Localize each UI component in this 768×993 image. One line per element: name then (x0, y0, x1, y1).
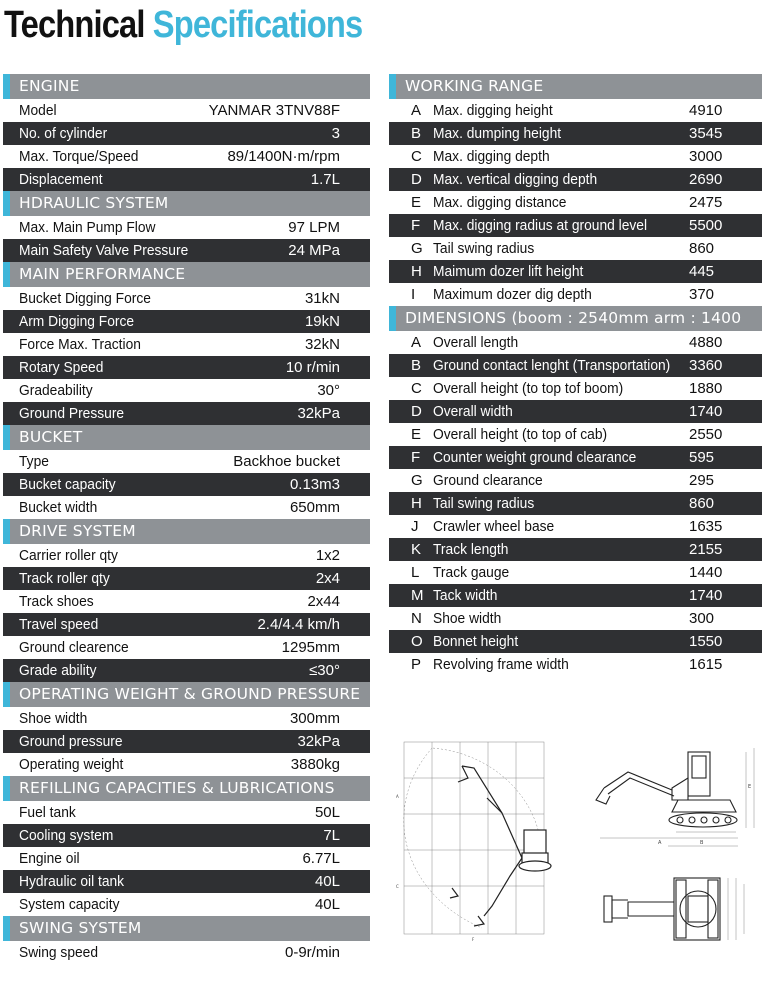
section-accent-bar (3, 916, 10, 941)
spec-value: 3545 (689, 125, 723, 142)
spec-value: 0-9r/min (284, 944, 340, 961)
spec-label: Tail swing radius (433, 240, 535, 257)
spec-value: 1740 (689, 403, 723, 420)
spec-label: Max. digging distance (433, 194, 567, 211)
spec-letter: E (411, 426, 422, 443)
spec-row-max-digging-radius-at-ground-level (389, 214, 762, 237)
spec-letter: C (411, 148, 422, 165)
spec-row-bonnet-height (389, 630, 762, 653)
spec-label: Track length (433, 541, 509, 558)
spec-label: Ground pressure (19, 733, 123, 750)
spec-row-carrier-roller-qty (3, 544, 370, 567)
technical-drawings (392, 738, 764, 946)
spec-row-main-safety-valve-pressure (3, 239, 370, 262)
spec-label: Travel speed (19, 616, 99, 633)
spec-label: Maximum dozer dig depth (433, 286, 592, 303)
spec-row-overall-length (389, 331, 762, 354)
spec-value: 32kPa (297, 405, 340, 422)
spec-label: Revolving frame width (433, 656, 569, 673)
spec-value: 32kN (304, 336, 340, 353)
spec-row-bucket-capacity (3, 473, 370, 496)
section-header-main-performance (3, 262, 370, 287)
spec-letter: C (411, 380, 422, 397)
spec-label: Max. Main Pump Flow (19, 219, 156, 236)
spec-label: Hydraulic oil tank (19, 873, 125, 890)
spec-row-ground-pressure (3, 730, 370, 753)
section-accent-bar (3, 191, 10, 216)
section-accent-bar (389, 74, 396, 99)
section-accent-bar (389, 306, 396, 331)
spec-row-displacement (3, 168, 370, 191)
spec-label: Rotary Speed (19, 359, 104, 376)
spec-label: Counter weight ground clearance (433, 449, 637, 466)
spec-value: ≤30° (309, 662, 340, 679)
section-header-label: DRIVE SYSTEM (19, 522, 136, 540)
section-header-label: WORKING RANGE (405, 77, 544, 95)
spec-row-crawler-wheel-base (389, 515, 762, 538)
spec-label: Bucket width (19, 499, 98, 516)
spec-label: No. of cylinder (19, 125, 108, 142)
spec-row-system-capacity (3, 893, 370, 916)
spec-value: 1295mm (281, 639, 340, 656)
spec-label: System capacity (19, 896, 120, 913)
spec-label: Maimum dozer lift height (433, 263, 584, 280)
spec-value: 370 (689, 286, 715, 303)
left-spec-column (3, 74, 370, 964)
spec-label: Type (19, 453, 49, 470)
spec-label: Max. vertical digging depth (433, 171, 598, 188)
spec-row-max-main-pump-flow (3, 216, 370, 239)
svg-text:E: E (748, 784, 752, 790)
working-range-diagram-icon (392, 738, 552, 946)
spec-value: 3 (331, 125, 340, 142)
spec-row-ground-pressure (3, 402, 370, 425)
spec-value: 32kPa (297, 733, 340, 750)
spec-value: 1740 (689, 587, 723, 604)
spec-row-operating-weight (3, 753, 370, 776)
spec-label: Cooling system (19, 827, 114, 844)
spec-label: Arm Digging Force (19, 313, 135, 330)
spec-label: Ground Pressure (19, 405, 125, 422)
spec-row-bucket-digging-force (3, 287, 370, 310)
spec-label: Model (19, 102, 57, 119)
spec-value: 650mm (289, 499, 340, 516)
svg-text:B: B (700, 840, 704, 846)
spec-value: 50L (314, 804, 340, 821)
spec-row-fuel-tank (3, 801, 370, 824)
right-spec-column (389, 74, 762, 676)
spec-row-maimum-dozer-lift-height (389, 260, 762, 283)
spec-row-max-vertical-digging-depth (389, 168, 762, 191)
spec-row-engine-oil (3, 847, 370, 870)
spec-value: 1635 (689, 518, 723, 535)
spec-letter: F (411, 449, 421, 466)
section-header-refilling-capacities-lubrications (3, 776, 370, 801)
section-header-label: HDRAULIC SYSTEM (19, 194, 169, 212)
spec-label: Track shoes (19, 593, 94, 610)
spec-row-track-length (389, 538, 762, 561)
side-view-diagram-icon (588, 738, 768, 866)
spec-value: 3360 (689, 357, 723, 374)
section-header-drive-system (3, 519, 370, 544)
section-accent-bar (3, 519, 10, 544)
spec-label: Force Max. Traction (19, 336, 141, 353)
section-accent-bar (3, 776, 10, 801)
spec-row-swing-speed (3, 941, 370, 964)
section-header-label: SWING SYSTEM (19, 919, 142, 937)
spec-value: 97 LPM (288, 219, 340, 236)
spec-value: YANMAR 3TNV88F (208, 102, 340, 119)
spec-label: Overall width (433, 403, 513, 420)
spec-value: 6.77L (302, 850, 340, 867)
section-header-label: BUCKET (19, 428, 83, 446)
spec-letter: B (411, 357, 422, 374)
spec-value: 1615 (689, 656, 723, 673)
spec-value: 2x4 (315, 570, 340, 587)
spec-letter: O (411, 633, 423, 650)
spec-label: Tack width (433, 587, 498, 604)
svg-text:C: C (396, 884, 399, 889)
spec-letter: I (411, 286, 416, 303)
spec-letter: H (411, 263, 422, 280)
page-title (4, 4, 362, 48)
spec-value: 1440 (689, 564, 723, 581)
section-header-swing-system (3, 916, 370, 941)
spec-label: Shoe width (433, 610, 502, 627)
spec-value: 295 (689, 472, 715, 489)
top-view-diagram-icon (588, 874, 768, 946)
spec-letter: E (411, 194, 422, 211)
spec-value: 40L (314, 873, 340, 890)
section-header-label: MAIN PERFORMANCE (19, 265, 186, 283)
spec-label: Displacement (19, 171, 103, 188)
spec-letter: J (411, 518, 419, 535)
spec-value: 0.13m3 (289, 476, 340, 493)
spec-row-model (3, 99, 370, 122)
spec-row-overall-height-to-top-of-cab (389, 423, 762, 446)
spec-letter: D (411, 403, 422, 420)
spec-row-bucket-width (3, 496, 370, 519)
spec-value: 2475 (689, 194, 723, 211)
spec-label: Crawler wheel base (433, 518, 555, 535)
section-header-label: OPERATING WEIGHT & GROUND PRESSURE (19, 685, 361, 703)
spec-letter: N (411, 610, 422, 627)
spec-letter: A (411, 334, 422, 351)
section-header-hdraulic-system (3, 191, 370, 216)
spec-letter: H (411, 495, 422, 512)
spec-value: 1550 (689, 633, 723, 650)
spec-label: Max. digging depth (433, 148, 550, 165)
spec-row-no-of-cylinder (3, 122, 370, 145)
spec-row-tail-swing-radius (389, 237, 762, 260)
spec-value: 2155 (689, 541, 723, 558)
spec-row-max-dumping-height (389, 122, 762, 145)
spec-value: 31kN (304, 290, 340, 307)
spec-value: 10 r/min (285, 359, 340, 376)
section-header-engine (3, 74, 370, 99)
spec-value: 4910 (689, 102, 723, 119)
spec-label: Track gauge (433, 564, 510, 581)
spec-label: Bucket capacity (19, 476, 116, 493)
spec-row-revolving-frame-width (389, 653, 762, 676)
spec-label: Max. dumping height (433, 125, 562, 142)
spec-row-gradeability (3, 379, 370, 402)
section-header-label: ENGINE (19, 77, 80, 95)
svg-text:F: F (472, 937, 475, 942)
title-word-specifications: Specifications (152, 4, 363, 46)
spec-label: Operating weight (19, 756, 124, 773)
spec-letter: G (411, 240, 423, 257)
spec-row-max-digging-height (389, 99, 762, 122)
section-accent-bar (3, 74, 10, 99)
spec-letter: P (411, 656, 422, 673)
section-accent-bar (3, 262, 10, 287)
spec-label: Shoe width (19, 710, 88, 727)
spec-letter: D (411, 171, 422, 188)
spec-label: Ground clearence (19, 639, 129, 656)
section-accent-bar (3, 425, 10, 450)
spec-row-rotary-speed (3, 356, 370, 379)
spec-value: 19kN (304, 313, 340, 330)
spec-row-maximum-dozer-dig-depth (389, 283, 762, 306)
spec-row-grade-ability (3, 659, 370, 682)
spec-value: 3000 (689, 148, 723, 165)
section-header-bucket (3, 425, 370, 450)
spec-row-max-digging-distance (389, 191, 762, 214)
svg-text:A: A (658, 840, 662, 846)
spec-label: Overall height (to top tof boom) (433, 380, 624, 397)
spec-value: 40L (314, 896, 340, 913)
spec-value: 2.4/4.4 km/h (257, 616, 340, 633)
spec-letter: F (411, 217, 421, 234)
spec-value: 7L (323, 827, 340, 844)
spec-value: 595 (689, 449, 715, 466)
spec-row-tail-swing-radius (389, 492, 762, 515)
section-accent-bar (3, 682, 10, 707)
section-header-operating-weight-ground-pressure (3, 682, 370, 707)
section-header-dimensions-boom-2540mm-arm-1400 (389, 306, 762, 331)
section-header-working-range (389, 74, 762, 99)
spec-label: Tail swing radius (433, 495, 535, 512)
spec-row-track-gauge (389, 561, 762, 584)
spec-value: 445 (689, 263, 715, 280)
spec-label: Main Safety Valve Pressure (19, 242, 189, 259)
spec-row-ground-clearence (3, 636, 370, 659)
spec-row-counter-weight-ground-clearance (389, 446, 762, 469)
section-header-label: DIMENSIONS (boom : 2540mm arm : 1400 (405, 309, 742, 327)
spec-value: 89/1400N·m/rpm (227, 148, 340, 165)
spec-row-shoe-width (3, 707, 370, 730)
spec-label: Carrier roller qty (19, 547, 118, 564)
spec-row-max-torque-speed (3, 145, 370, 168)
spec-label: Swing speed (19, 944, 99, 961)
spec-value: 2x44 (307, 593, 340, 610)
spec-row-ground-clearance (389, 469, 762, 492)
spec-row-arm-digging-force (3, 310, 370, 333)
spec-value: 1x2 (315, 547, 340, 564)
spec-row-hydraulic-oil-tank (3, 870, 370, 893)
spec-label: Track roller qty (19, 570, 110, 587)
spec-row-overall-width (389, 400, 762, 423)
spec-value: 24 MPa (288, 242, 340, 259)
spec-row-travel-speed (3, 613, 370, 636)
spec-label: Max. Torque/Speed (19, 148, 139, 165)
spec-row-cooling-system (3, 824, 370, 847)
spec-value: 300 (689, 610, 715, 627)
spec-value: 30° (317, 382, 340, 399)
spec-label: Overall height (to top of cab) (433, 426, 608, 443)
spec-letter: K (411, 541, 422, 558)
spec-label: Max. digging height (433, 102, 553, 119)
spec-value: 1880 (689, 380, 723, 397)
spec-value: 3880kg (290, 756, 340, 773)
spec-letter: G (411, 472, 423, 489)
spec-label: Ground clearance (433, 472, 543, 489)
spec-label: Gradeability (19, 382, 93, 399)
spec-label: Overall length (433, 334, 519, 351)
spec-value: 4880 (689, 334, 723, 351)
spec-value: 860 (689, 495, 715, 512)
spec-value: 2550 (689, 426, 723, 443)
spec-label: Engine oil (19, 850, 80, 867)
spec-row-max-digging-depth (389, 145, 762, 168)
spec-value: 860 (689, 240, 715, 257)
spec-row-track-shoes (3, 590, 370, 613)
spec-value: Backhoe bucket (233, 453, 340, 470)
spec-row-tack-width (389, 584, 762, 607)
spec-row-overall-height-to-top-tof-boom (389, 377, 762, 400)
spec-label: Max. digging radius at ground level (433, 217, 648, 234)
svg-text:A: A (396, 794, 399, 799)
spec-value: 1.7L (310, 171, 340, 188)
spec-letter: M (411, 587, 424, 604)
spec-label: Fuel tank (19, 804, 76, 821)
spec-value: 2690 (689, 171, 723, 188)
spec-letter: L (411, 564, 420, 581)
spec-row-shoe-width (389, 607, 762, 630)
spec-value: 300mm (289, 710, 340, 727)
title-word-technical: Technical (4, 4, 145, 46)
spec-value: 5500 (689, 217, 723, 234)
spec-label: Bucket Digging Force (19, 290, 151, 307)
spec-label: Bonnet height (433, 633, 519, 650)
spec-row-force-max-traction (3, 333, 370, 356)
spec-label: Ground contact lenght (Transportation) (433, 357, 671, 374)
spec-row-track-roller-qty (3, 567, 370, 590)
spec-row-ground-contact-lenght-transportation (389, 354, 762, 377)
spec-row-type (3, 450, 370, 473)
spec-letter: A (411, 102, 422, 119)
spec-label: Grade ability (19, 662, 97, 679)
section-header-label: REFILLING CAPACITIES & LUBRICATIONS (19, 779, 335, 797)
spec-letter: B (411, 125, 422, 142)
